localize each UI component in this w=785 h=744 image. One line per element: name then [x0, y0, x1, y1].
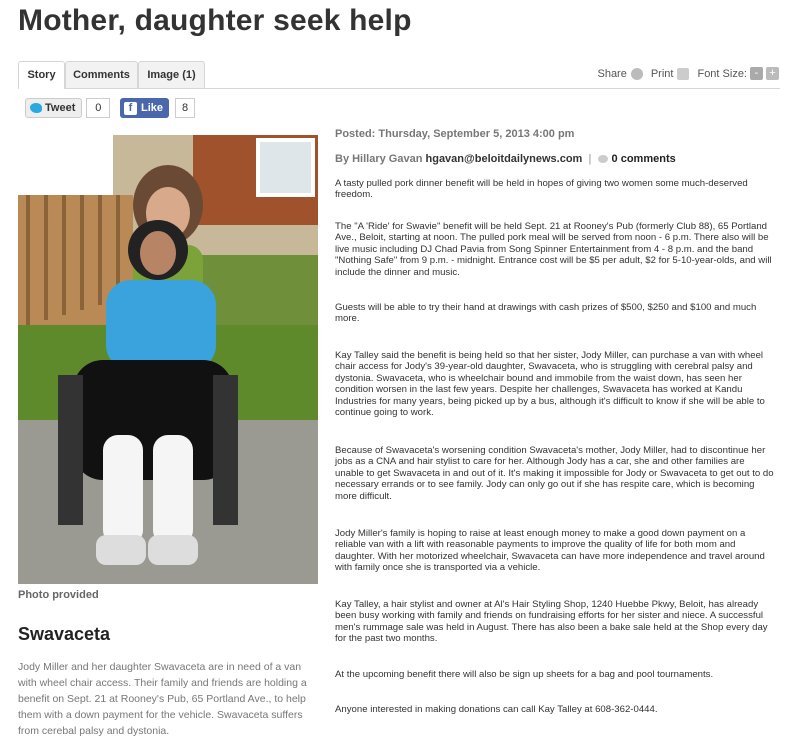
- byline: [335, 153, 676, 165]
- photo-title: Swavaceta: [18, 624, 111, 644]
- tweet-button[interactable]: [25, 98, 82, 118]
- share-icon[interactable]: [631, 68, 643, 80]
- posted-date: Posted: Thursday, September 5, 2013 4:00 pm: [335, 128, 575, 140]
- tab-story[interactable]: Story: [18, 61, 65, 89]
- tweet-label: Tweet: [45, 102, 76, 114]
- font-decrease-button[interactable]: -: [750, 67, 763, 80]
- twitter-bird-icon: [30, 103, 42, 113]
- like-count: 8: [175, 98, 195, 118]
- page-title: Mother, daughter seek help: [18, 4, 412, 37]
- author-name[interactable]: By Hillary Gavan: [335, 153, 423, 165]
- byline-separator: |: [588, 153, 592, 165]
- article-paragraph: Guests will be able to try their hand at drawings with cash prizes of $500, $250 and $100 and much more.: [335, 302, 757, 325]
- share-link[interactable]: Share: [597, 67, 627, 80]
- tweet-count: 0: [86, 98, 110, 118]
- article-paragraph: Anyone interested in making donations can call Kay Talley at 608-362-0444.: [335, 704, 658, 715]
- like-label: Like: [141, 102, 164, 114]
- article-paragraph: A tasty pulled pork dinner benefit will be held in hopes of giving two women some much-deserved freedom.: [335, 178, 748, 201]
- facebook-icon: f: [124, 102, 137, 115]
- article-paragraph: At the upcoming benefit there will also be sign up sheets for a bag and pool tournaments.: [335, 669, 714, 680]
- article-paragraph: The "A 'Ride' for Swavie" benefit will be held Sept. 21 at Rooney's Pub (formerly Club 88), 65 Portland Ave., Beloit, starting at noon. The pulled pork meal will be served from noon - 6 p.m. There also will be live music including DJ Chad Pavia from Song Spinner Entertainment from 4 - 8 p.m. and the band "Nothing Safe" from 9 p.m. - midnight. Entrance cost will be $5 per adult, $2 for 5-10-year-olds, and will include the dinner and music.: [335, 221, 772, 278]
- article-photo[interactable]: [18, 135, 318, 584]
- photo-caption: Photo provided: [18, 589, 99, 601]
- tweet-widget: [25, 98, 110, 118]
- photo-description: Jody Miller and her daughter Swavaceta are in need of a van with wheel chair access. Their family and friends are holding a benefit on Sept. 21 at Rooney's Pub, 65 Portland Ave., to help them with a down payment for the vehicle. Swavaceta suffers from cerebal palsy and dystonia.: [18, 661, 307, 737]
- article-tools: [597, 67, 779, 80]
- article-paragraph: Jody Miller's family is hoping to raise at least enough money to make a good down payment on a reliable van with a lift with reasonable payments to improve the quality of life for both mom and daughter. With her motorized wheelchair, Swavaceta can have more independence and travel around with family once she is transported via a vehicle.: [335, 528, 765, 574]
- article-paragraph: Kay Talley said the benefit is being held so that her sister, Jody Miller, can purchase a van with wheel chair access for Jody's 39-year-old daughter, Swavaceta, who is struggling with cerebral palsy and dystonia. Swavaceta, who is wheelchair bound and immobile from the waist down, has seen her condition worsen in the last few years. Despite her challenges, Swavaceta has worked at Kandu Industries for many years, being picked up by a bus, although it's difficult to know if she will be able to continue going to work.: [335, 350, 765, 419]
- comments-count-link[interactable]: 0 comments: [611, 153, 676, 165]
- print-link[interactable]: Print: [650, 67, 674, 80]
- font-increase-button[interactable]: +: [766, 67, 779, 80]
- article-paragraph: Because of Swavaceta's worsening condition Swavaceta's mother, Jody Miller, had to discontinue her jobs as a CNA and hair stylist to care for her. Although Jody has a car, she and other families are unable to get Swavaceta in and out of it. It's making it impossible for Jody or Swavaceta to get out to do necessary errands or to see family. Jody can only go out if she has respite care, which is becoming more difficult.: [335, 445, 774, 502]
- tab-image[interactable]: Image (1): [138, 61, 205, 88]
- tab-comments[interactable]: Comments: [65, 61, 138, 88]
- author-email[interactable]: hgavan@beloitdailynews.com: [425, 153, 583, 165]
- comment-bubble-icon: [598, 155, 608, 163]
- like-button[interactable]: [120, 98, 169, 118]
- like-widget: [120, 98, 195, 118]
- photo-illustration: [18, 135, 318, 584]
- font-size-label: Font Size:: [697, 67, 747, 80]
- article-paragraph: Kay Talley, a hair stylist and owner at Al's Hair Styling Shop, 1240 Huebbe Pkwy, Beloit, has already been busy working with family and friends on fundraising efforts for her sister and niece. A successful men's rummage sale was held in August. There has also been a bake sale held at the Shop every day for the past two months.: [335, 599, 768, 645]
- print-icon[interactable]: [677, 68, 689, 80]
